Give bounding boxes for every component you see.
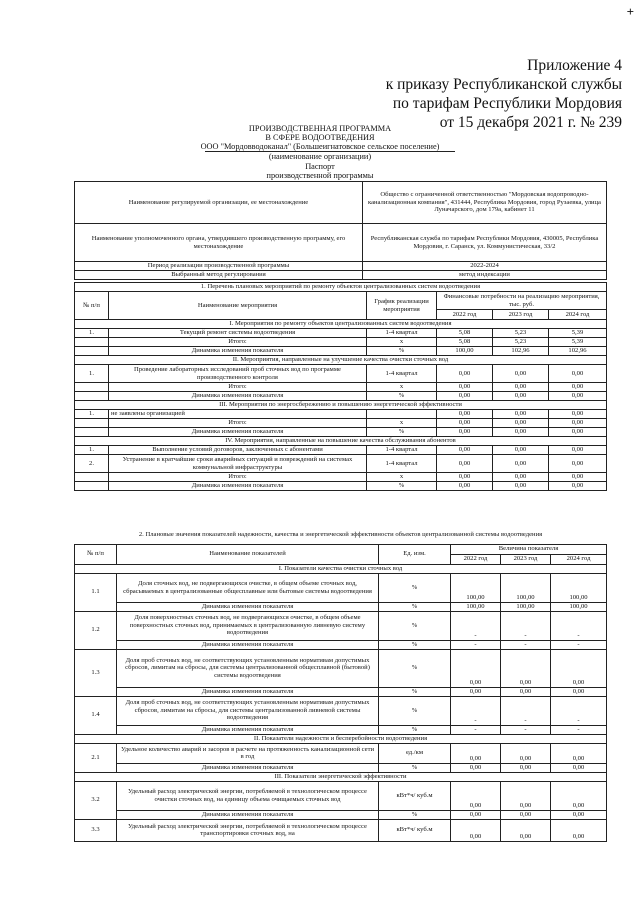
table-row: [75, 392, 607, 401]
section-title: I. Мероприятия по ремонту объектов централизованных систем водоотведения: [75, 320, 607, 329]
row-name: Динамика изменения показателя: [117, 602, 379, 611]
row-value: -: [451, 696, 501, 725]
row-number: 1.: [75, 329, 109, 338]
row-name: Устранение в кратчайшие сроки аварийных ситуаций и повреждений на системах коммунальной инфраструктуры: [109, 455, 367, 473]
row-value: 5,23: [493, 329, 549, 338]
row-value: 0,00: [501, 687, 551, 696]
row-value: 100,00: [451, 602, 501, 611]
row-unit: %: [379, 696, 451, 725]
passport-value: 2022-2024: [363, 262, 607, 271]
row-unit: кВт*ч/ куб.м: [379, 819, 451, 841]
appendix-line-1: Приложение 4: [527, 57, 622, 74]
row-unit: %: [379, 687, 451, 696]
row-unit: %: [379, 573, 451, 602]
row-value: -: [451, 611, 501, 640]
table-row: [75, 649, 607, 687]
row-name: Доля проб сточных вод, не соответствующих установленным нормативам допустимых сбросов, лимитам на сбросы, для системы централизованной общесплавной (бытовой) системы водоотведения: [117, 649, 379, 687]
table-title: 2. Плановые значения показателей надежности, качества и энергетической эффективности объектов централизованной системы водоотведения: [138, 531, 543, 539]
row-name: Текущий ремонт системы водоотведения: [109, 329, 367, 338]
table-row: [75, 428, 607, 437]
row-value: 102,96: [549, 347, 607, 356]
section-title: IV. Мероприятия, направленные на повышение качества обслуживания абонентов: [75, 437, 607, 446]
row-name: Динамика изменения показателя: [109, 347, 367, 356]
col-header-year: 2023 год: [493, 310, 549, 320]
row-name: Динамика изменения показателя: [117, 763, 379, 772]
table-row: [75, 347, 607, 356]
row-value: -: [501, 640, 551, 649]
row-value: 0,00: [451, 819, 501, 841]
row-number: 1.: [75, 365, 109, 383]
row-value: 0,00: [549, 392, 607, 401]
row-schedule: x: [367, 383, 437, 392]
table-row: [75, 763, 607, 772]
row-schedule: %: [367, 347, 437, 356]
col-header-year: 2024 год: [551, 554, 607, 564]
row-name: Доля проб сточных вод, не соответствующих установленным нормативам допустимых сбросов, лимитам на сбросы, для системы централизованной ливневой системы водоотведения: [117, 696, 379, 725]
row-name: Динамика изменения показателя: [117, 640, 379, 649]
row-unit: кВт*ч/ куб.м: [379, 781, 451, 810]
row-unit: ед./км: [379, 743, 451, 763]
section-title: II. Мероприятия, направленные на улучшение качества очистки сточных вод: [75, 356, 607, 365]
row-value: 0,00: [437, 392, 493, 401]
row-value: 0,00: [493, 455, 549, 473]
section-title: III. Мероприятия по энергосбережению и повышению энергетической эффективности: [75, 401, 607, 410]
row-name: Итого:: [109, 383, 367, 392]
row-schedule: 1-4 квартал: [367, 365, 437, 383]
row-value: 0,00: [549, 428, 607, 437]
row-schedule: %: [367, 392, 437, 401]
row-value: 0,00: [551, 743, 607, 763]
indicators-table: [74, 526, 607, 842]
row-value: 0,00: [493, 365, 549, 383]
section-title: I. Показатели качества очистки сточных вод: [75, 564, 607, 573]
col-header-year: 2023 год: [501, 554, 551, 564]
row-value: 0,00: [551, 810, 607, 819]
row-name: Удельное количество аварий и засоров в расчете на протяженность канализационной сети в год: [117, 743, 379, 763]
measures-table: [74, 282, 607, 491]
row-value: 0,00: [551, 763, 607, 772]
row-number: 1.: [75, 410, 109, 419]
program-title: ПРОИЗВОДСТВЕННАЯ ПРОГРАММА: [248, 124, 392, 133]
row-schedule: 1-4 квартал: [367, 329, 437, 338]
row-number: 1.2: [75, 611, 117, 649]
row-value: 0,00: [437, 428, 493, 437]
row-value: -: [501, 725, 551, 734]
table-row: [75, 696, 607, 725]
row-value: 5,23: [493, 338, 549, 347]
row-number: 2.1: [75, 743, 117, 772]
row-name: Динамика изменения показателя: [109, 392, 367, 401]
row-number: 2.: [75, 455, 109, 473]
col-header-num: № п/п: [75, 544, 117, 564]
organization-caption: (наименование организации): [268, 152, 372, 161]
passport-row: [75, 271, 607, 280]
row-value: 0,00: [501, 763, 551, 772]
table-row: [75, 781, 607, 810]
row-value: 0,00: [493, 383, 549, 392]
row-value: 0,00: [551, 781, 607, 810]
row-value: 0,00: [493, 419, 549, 428]
row-value: 5,39: [549, 338, 607, 347]
table-row: [75, 410, 607, 419]
col-header-schedule: График реализации мероприятия: [367, 292, 437, 320]
row-value: -: [451, 640, 501, 649]
row-value: 0,00: [501, 649, 551, 687]
row-value: 0,00: [451, 649, 501, 687]
row-value: 0,00: [451, 810, 501, 819]
row-name: Удельный расход электрической энергии, потребляемой в технологическом процессе транспортировки сточных вод, на: [117, 819, 379, 841]
row-name: Итого:: [109, 338, 367, 347]
row-name: Удельный расход электрической энергии, потребляемой в технологическом процессе очистки сточных вод, на единицу объема очищаемых сточных вод: [117, 781, 379, 810]
table-row: [75, 482, 607, 491]
row-number: 1.4: [75, 696, 117, 734]
table-row: [75, 419, 607, 428]
row-value: 0,00: [451, 687, 501, 696]
col-header-finance: Финансовые потребности на реализацию мероприятия, тыс. руб.: [437, 292, 607, 310]
row-value: 0,00: [493, 473, 549, 482]
row-value: -: [551, 696, 607, 725]
row-name: Динамика изменения показателя: [117, 725, 379, 734]
row-value: 0,00: [451, 781, 501, 810]
row-value: 0,00: [551, 649, 607, 687]
row-schedule: 1-4 квартал: [367, 446, 437, 455]
table-row: [75, 611, 607, 640]
table-row: [75, 819, 607, 841]
row-value: 0,00: [549, 455, 607, 473]
passport-title: Паспорт: [305, 162, 335, 171]
col-header-unit: Ед. изм.: [379, 544, 451, 564]
passport-subtitle: производственной программы: [266, 171, 374, 180]
row-value: 0,00: [549, 473, 607, 482]
table-row: [75, 725, 607, 734]
row-value: 0,00: [437, 383, 493, 392]
row-name: Динамика изменения показателя: [109, 428, 367, 437]
appendix-line-3: по тарифам Республики Мордовия: [392, 95, 622, 112]
row-value: -: [551, 640, 607, 649]
table-row: [75, 473, 607, 482]
table-row: [75, 365, 607, 383]
table-row: [75, 455, 607, 473]
row-value: 0,00: [549, 410, 607, 419]
row-schedule: %: [367, 482, 437, 491]
row-value: 100,00: [551, 573, 607, 602]
row-name: Динамика изменения показателя: [117, 810, 379, 819]
row-value: 102,96: [493, 347, 549, 356]
row-name: Итого:: [109, 473, 367, 482]
table-row: [75, 640, 607, 649]
row-schedule: 1-4 квартал: [367, 455, 437, 473]
passport-label: Период реализации производственной программы: [75, 262, 363, 271]
row-unit: %: [379, 611, 451, 640]
col-header-year: 2022 год: [451, 554, 501, 564]
row-name: Доля поверхностных сточных вод, не подвергающихся очистке, в общем объеме поверхностных сточных вод, принимаемых в централизованную ливневую систему водоотведения: [117, 611, 379, 640]
row-value: 0,00: [451, 763, 501, 772]
table-row: [75, 329, 607, 338]
row-value: 5,39: [549, 329, 607, 338]
row-unit: %: [379, 810, 451, 819]
row-value: 0,00: [437, 419, 493, 428]
organization-name: ООО "Мордовводоканал" (Большеигнатовское сельское поселение): [200, 142, 440, 151]
appendix-line-2: к приказу Республиканской службы: [385, 76, 622, 93]
row-value: 0,00: [551, 687, 607, 696]
passport-label: Выбранный метод регулирования: [75, 271, 363, 280]
row-value: 0,00: [437, 473, 493, 482]
row-value: 100,00: [437, 347, 493, 356]
row-number: 1.: [75, 446, 109, 455]
row-value: 0,00: [501, 810, 551, 819]
passport-table: [74, 181, 607, 280]
row-value: 0,00: [437, 446, 493, 455]
row-value: 0,00: [493, 428, 549, 437]
row-schedule: x: [367, 473, 437, 482]
row-number: 1.3: [75, 649, 117, 696]
row-value: 0,00: [501, 781, 551, 810]
row-value: 0,00: [437, 365, 493, 383]
row-value: 100,00: [451, 573, 501, 602]
row-value: -: [551, 611, 607, 640]
row-name: Динамика изменения показателя: [117, 687, 379, 696]
row-value: 5,08: [437, 338, 493, 347]
row-value: 0,00: [437, 482, 493, 491]
passport-label: Наименование уполномоченного органа, утвердившего производственную программу, его местонахождение: [75, 224, 363, 262]
passport-value: Общество с ограниченной ответственностью "Мордовская водопроводно-канализационная компания", 431444, Республика Мордовия, город Рузаевка, улица Луначарского, дом 179а, кабинет 11: [363, 182, 607, 224]
appendix-line-4: от 15 декабря 2021 г. № 239: [439, 114, 622, 131]
row-value: 0,00: [501, 743, 551, 763]
table-header: [75, 544, 607, 554]
table-row: [75, 687, 607, 696]
row-value: -: [501, 611, 551, 640]
table-row: [75, 810, 607, 819]
row-value: -: [451, 725, 501, 734]
passport-value: метод индексации: [363, 271, 607, 280]
row-name: Итого:: [109, 419, 367, 428]
col-header-value: Величина показателя: [451, 544, 607, 554]
row-name: Выполнение условий договоров, заключенных с абонентами: [109, 446, 367, 455]
passport-row: [75, 182, 607, 224]
corner-mark: +: [626, 4, 634, 19]
row-value: 0,00: [549, 383, 607, 392]
row-value: 0,00: [493, 410, 549, 419]
passport-row: [75, 224, 607, 262]
table-row: [75, 573, 607, 602]
row-value: 0,00: [451, 743, 501, 763]
row-name: Проведение лабораторных исследований проб сточных вод по программе производственного контроля: [109, 365, 367, 383]
row-schedule: %: [367, 428, 437, 437]
col-header-year: 2022 год: [437, 310, 493, 320]
col-header-year: 2024 год: [549, 310, 607, 320]
section-title: II. Показатели надежности и бесперебойности водоотведения: [75, 734, 607, 743]
row-value: 0,00: [437, 455, 493, 473]
row-value: 0,00: [549, 365, 607, 383]
col-header-name: Наименование показателей: [117, 544, 379, 564]
row-value: 0,00: [493, 392, 549, 401]
passport-value: Республиканская служба по тарифам Республики Мордовия, 430005, Республика Мордовия, г. Саранск, ул. Коммунистическая, 33/2: [363, 224, 607, 262]
row-number: 3.2: [75, 781, 117, 819]
row-value: 0,00: [501, 819, 551, 841]
row-number: 3.3: [75, 819, 117, 841]
row-name: Доля сточных вод, не подвергающихся очистке, в общем объеме сточных вод, сбрасываемых в централизованные общесплавные или бытовые системы водоотведения: [117, 573, 379, 602]
table-row: [75, 602, 607, 611]
col-header-name: Наименование мероприятия: [109, 292, 367, 320]
row-value: 5,08: [437, 329, 493, 338]
table-header: [75, 292, 607, 310]
table-row: [75, 446, 607, 455]
row-value: 100,00: [501, 602, 551, 611]
row-value: 0,00: [493, 446, 549, 455]
row-value: 100,00: [501, 573, 551, 602]
row-value: 0,00: [437, 410, 493, 419]
row-name: не заявлены организацией: [109, 410, 367, 419]
row-schedule: x: [367, 338, 437, 347]
row-value: 0,00: [549, 482, 607, 491]
col-header-num: № п/п: [75, 292, 109, 320]
table-row: [75, 338, 607, 347]
row-value: -: [501, 696, 551, 725]
row-unit: %: [379, 649, 451, 687]
table-row: [75, 743, 607, 763]
table-row: [75, 383, 607, 392]
row-name: Динамика изменения показателя: [109, 482, 367, 491]
row-number: 1.1: [75, 573, 117, 611]
passport-row: [75, 262, 607, 271]
passport-label: Наименование регулируемой организации, ее местонахождение: [75, 182, 363, 224]
row-unit: %: [379, 725, 451, 734]
row-value: 0,00: [549, 446, 607, 455]
program-subtitle: В СФЕРЕ ВОДООТВЕДЕНИЯ: [265, 133, 375, 142]
row-value: 0,00: [551, 819, 607, 841]
appendix-block: [302, 56, 622, 132]
row-value: 100,00: [551, 602, 607, 611]
table-title: 1. Перечень плановых мероприятий по ремонту объектов централизованных систем водоотведения: [75, 283, 607, 292]
row-value: 0,00: [549, 419, 607, 428]
row-schedule: x: [367, 419, 437, 428]
row-unit: %: [379, 763, 451, 772]
section-title: III. Показатели энергетической эффективности: [75, 772, 607, 781]
row-unit: %: [379, 602, 451, 611]
row-value: -: [551, 725, 607, 734]
row-value: 0,00: [493, 482, 549, 491]
row-unit: %: [379, 640, 451, 649]
